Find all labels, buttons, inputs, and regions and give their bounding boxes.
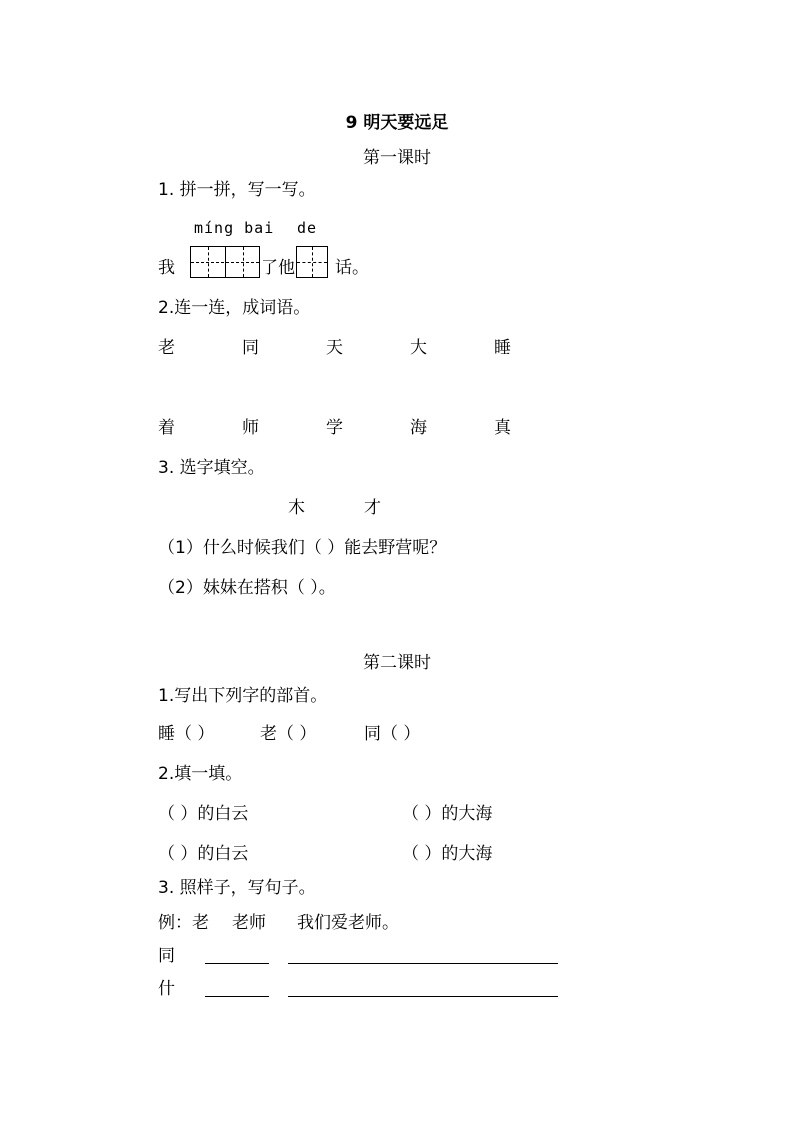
lesson1-heading: 第一课时	[363, 148, 431, 168]
connect-bottom-3[interactable]: 学	[326, 418, 343, 438]
line-char-tong: 同	[158, 946, 175, 966]
fill-row2-right[interactable]: （ ）的大海	[402, 844, 493, 864]
word-wo: 我	[158, 258, 175, 278]
writing-grid-de[interactable]	[296, 246, 328, 278]
example-word: 老师	[232, 913, 266, 933]
fill-item-2[interactable]: （2）妹妹在搭积（ ）。	[158, 578, 336, 598]
example-label: 例：老	[158, 913, 209, 933]
connect-top-1[interactable]: 老	[158, 338, 175, 358]
q3-prompt: 3. 选字填空。	[158, 458, 265, 478]
pinyin-de: de	[297, 219, 318, 237]
page-title: 9 明天要远足	[345, 113, 449, 133]
choice-cai: 才	[364, 498, 381, 518]
fill-row2-left[interactable]: （ ）的白云	[158, 844, 249, 864]
line-char-shen: 什	[158, 979, 175, 999]
radical-item-2[interactable]: 老（ ）	[260, 724, 317, 744]
connect-bottom-5[interactable]: 真	[494, 418, 511, 438]
word-le-ta: 了他	[261, 258, 295, 278]
q1-prompt: 1. 拼一拼，写一写。	[158, 180, 316, 200]
lesson2-heading: 第二课时	[363, 653, 431, 673]
sentence-blank-2[interactable]	[288, 996, 558, 997]
radical-item-1[interactable]: 睡（ ）	[158, 724, 215, 744]
l2-q3-prompt: 3. 照样子，写句子。	[158, 878, 316, 898]
word-blank-2[interactable]	[205, 996, 269, 997]
l2-q2-prompt: 2.填一填。	[158, 764, 243, 784]
sentence-blank-1[interactable]	[288, 963, 558, 964]
fill-row1-left[interactable]: （ ）的白云	[158, 804, 249, 824]
connect-bottom-4[interactable]: 海	[410, 418, 427, 438]
connect-top-5[interactable]: 睡	[494, 338, 511, 358]
example-sentence: 我们爱老师。	[297, 913, 399, 933]
word-hua: 话。	[335, 258, 369, 278]
q2-prompt: 2.连一连，成词语。	[158, 298, 311, 318]
connect-top-2[interactable]: 同	[242, 338, 259, 358]
l2-q1-prompt: 1.写出下列字的部首。	[158, 686, 328, 706]
connect-bottom-1[interactable]: 着	[158, 418, 175, 438]
fill-row1-right[interactable]: （ ）的大海	[402, 804, 493, 824]
pinyin-mingbai: míng bai	[194, 219, 275, 237]
writing-grid-mingbai[interactable]	[190, 246, 260, 278]
fill-item-1[interactable]: （1）什么时候我们（ ）能去野营呢？	[158, 538, 447, 558]
radical-item-3[interactable]: 同（ ）	[364, 724, 421, 744]
connect-top-3[interactable]: 天	[326, 338, 343, 358]
word-blank-1[interactable]	[205, 963, 269, 964]
connect-bottom-2[interactable]: 师	[242, 418, 259, 438]
connect-top-4[interactable]: 大	[410, 338, 427, 358]
choice-mu: 木	[288, 498, 305, 518]
